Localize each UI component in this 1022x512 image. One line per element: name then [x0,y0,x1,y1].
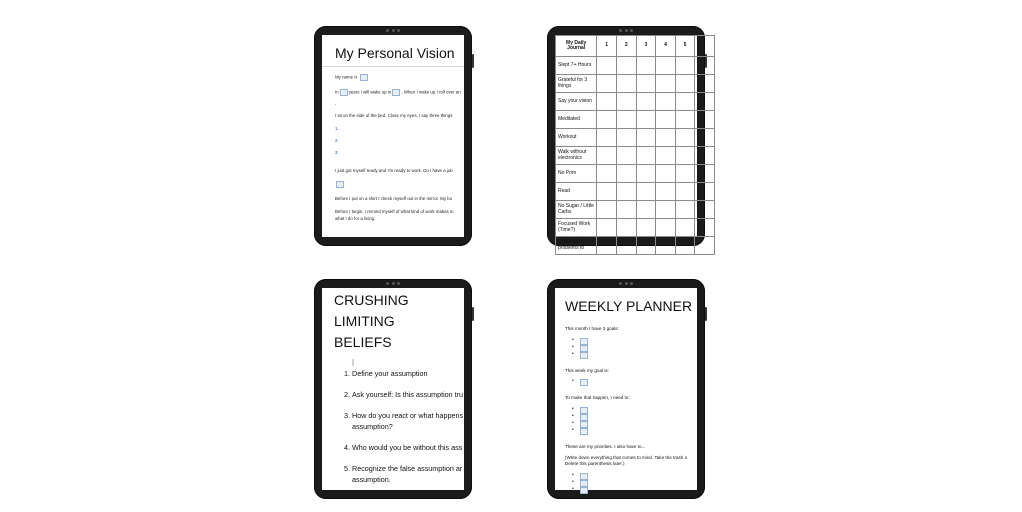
table-row [556,57,715,75]
day-cell[interactable] [636,201,656,219]
text-line [335,181,464,188]
day-cell[interactable] [675,57,695,75]
day-cell[interactable] [656,111,676,129]
day-cell[interactable] [616,93,636,111]
table-header-row [556,36,715,57]
day-cell[interactable] [636,147,656,165]
tablet-weekly-planner [547,279,705,499]
bullet-list [565,407,697,435]
table-row [556,165,715,183]
input-field[interactable] [340,89,348,96]
journal-table [555,35,715,255]
table-row [556,93,715,111]
goals-text: This month I have 3 goals: [565,326,619,331]
table-row [556,201,715,219]
day-cell[interactable] [675,165,695,183]
day-column-header: 4 [656,36,676,57]
day-cell[interactable] [675,111,695,129]
list-item[interactable]: 4. Who would you be without this ass [352,442,464,453]
day-column-header: 1 [597,36,617,57]
day-cell[interactable] [597,111,617,129]
habit-label: Say your vision [556,93,597,111]
day-cell[interactable] [675,75,695,93]
camera [386,29,400,32]
list-item[interactable] [579,352,697,359]
bullet-dot: . [335,101,337,107]
input-field[interactable] [392,89,400,96]
day-cell[interactable] [597,165,617,183]
input-field[interactable] [580,352,588,359]
day-cell[interactable] [616,147,636,165]
camera [386,282,400,285]
day-cell[interactable] [675,129,695,147]
input-field[interactable] [360,74,368,81]
habit-label: Workout [556,129,597,147]
day-cell[interactable] [695,219,715,237]
day-cell[interactable] [656,57,676,75]
input-field[interactable] [580,338,588,345]
personal-vision-screen [322,35,464,237]
day-cell[interactable] [695,201,715,219]
bullet-list [565,338,697,359]
bullet-list [565,379,697,386]
input-field[interactable] [580,414,588,421]
input-field[interactable] [580,421,588,428]
day-cell[interactable] [656,183,676,201]
day-cell[interactable] [616,237,636,255]
day-cell[interactable] [616,201,636,219]
day-cell[interactable] [695,165,715,183]
bullet-list [565,473,697,494]
page-title: CRUSHING LIMITING BELIEFS [334,292,409,350]
divider [322,66,464,67]
priorities-text: These are my priorities. I also have to... [565,443,646,449]
weekly-planner-screen [555,288,697,490]
list-number[interactable]: 2. [335,138,339,143]
day-cell[interactable] [636,219,656,237]
camera [619,282,633,285]
day-column-header: 2 [616,36,636,57]
page-title: My Personal Vision [335,45,455,61]
day-cell[interactable] [656,93,676,111]
text-line: My name is [335,74,464,81]
day-column-header: 5 [675,36,695,57]
habit-label: Walk without electronics [556,147,597,165]
text-line: In years I will wake up in . When I wake up I roll over an [335,89,461,95]
day-cell[interactable] [695,129,715,147]
day-cell[interactable] [616,57,636,75]
habit-label: Read [556,183,597,201]
habit-label: No Sugar / Little Carbs [556,201,597,219]
side-button [472,54,474,68]
side-button [705,307,707,321]
input-field[interactable] [580,480,588,487]
habit-label: Slept 7+ Hours [556,57,597,75]
input-field[interactable] [580,345,588,352]
day-cell[interactable] [675,183,695,201]
list-item[interactable] [579,345,697,352]
day-column-header [695,36,715,57]
page-title: WEEKLY PLANNER [565,298,693,314]
table-row [556,111,715,129]
input-field[interactable] [580,379,588,386]
table-row [556,75,715,93]
day-cell[interactable] [695,57,715,75]
day-cell[interactable] [636,57,656,75]
habit-label: Grateful for 3 things [556,75,597,93]
day-cell[interactable] [636,165,656,183]
day-cell[interactable] [616,129,636,147]
day-cell[interactable] [675,147,695,165]
day-cell[interactable] [616,183,636,201]
text-line: what I do for a living. [335,216,376,221]
day-cell[interactable] [675,237,695,255]
day-cell[interactable] [636,93,656,111]
day-cell[interactable] [695,93,715,111]
day-cell[interactable] [636,75,656,93]
daily-journal-screen [555,35,697,251]
input-field[interactable] [580,428,588,435]
day-cell[interactable] [656,201,676,219]
write-down-text: (Write down everything that comes to mind. Take the trash o [565,455,688,461]
list-item[interactable] [579,421,697,428]
list-item[interactable] [579,338,697,345]
day-cell[interactable] [636,129,656,147]
day-cell[interactable] [636,111,656,129]
day-cell[interactable] [616,165,636,183]
list-number[interactable]: 3. [335,150,339,155]
need-text: To make that happen, I need to: [565,395,630,401]
text-cursor [352,359,354,366]
input-field[interactable] [336,181,344,188]
day-cell[interactable] [597,183,617,201]
tablet-limiting-beliefs [314,279,472,499]
table-row [556,129,715,147]
habit-label: No Porn [556,165,597,183]
list-item[interactable] [579,407,697,414]
list-item[interactable] [579,428,697,435]
day-cell[interactable] [597,147,617,165]
tablet-personal-vision [314,26,472,246]
day-cell[interactable] [656,75,676,93]
day-cell[interactable] [695,183,715,201]
habit-label: Focused Work (Time?) [556,219,597,237]
day-cell[interactable] [675,219,695,237]
list-item[interactable] [579,473,697,480]
day-cell[interactable] [597,75,617,93]
day-cell[interactable] [656,165,676,183]
day-cell[interactable] [695,75,715,93]
list-item[interactable]: 1. Define your assumption [352,368,464,379]
day-cell[interactable] [597,57,617,75]
day-cell[interactable] [636,237,656,255]
day-cell[interactable] [597,219,617,237]
day-cell[interactable] [695,237,715,255]
day-cell[interactable] [675,93,695,111]
text-line: I just got myself ready and I'm ready to work. Do I have a job [335,168,453,173]
table-row [556,147,715,165]
list-item[interactable]: 2. Ask yourself: Is this assumption tru [352,389,464,400]
limiting-beliefs-screen [322,288,464,490]
day-cell[interactable] [656,219,676,237]
habit-label: Meditated [556,111,597,129]
day-cell[interactable] [636,183,656,201]
steps-list [334,368,464,485]
day-cell[interactable] [695,111,715,129]
day-cell[interactable] [597,201,617,219]
side-button [472,307,474,321]
day-cell[interactable] [656,147,676,165]
day-cell[interactable] [675,201,695,219]
text-line: Before I put on a shirt I check myself out in the mirror. My bo [335,196,453,201]
list-item[interactable] [579,487,697,494]
list-item[interactable] [579,379,697,386]
day-column-header: 3 [636,36,656,57]
input-field[interactable] [580,487,588,494]
day-cell[interactable] [695,147,715,165]
day-cell[interactable] [597,129,617,147]
day-cell[interactable] [597,93,617,111]
day-cell[interactable] [656,237,676,255]
journal-header: My Daily Journal [556,36,597,57]
input-field[interactable] [580,407,588,414]
text-line: Before I begin, I remind myself of what kind of work makes m [335,209,454,214]
table-row [556,237,715,255]
table-row [556,219,715,237]
day-cell[interactable] [616,75,636,93]
input-field[interactable] [580,473,588,480]
list-item[interactable]: 5. Recognize the false assumption ar assumption. [352,463,464,485]
day-cell[interactable] [656,129,676,147]
table-row [556,183,715,201]
write-down-text: Delete this parenthesis later.) [565,460,625,466]
habit-label: Entrusted problems to [556,237,597,255]
text-line: I sit on the side of the bed. Close my eyes. I say three things [335,113,453,118]
list-item[interactable] [579,414,697,421]
day-cell[interactable] [616,219,636,237]
tablet-daily-journal [547,26,705,251]
day-cell[interactable] [616,111,636,129]
list-item[interactable]: 3. How do you react or what happens assumption? [352,410,464,432]
list-item[interactable] [579,480,697,487]
week-goal-text: This week my goal is: [565,367,609,373]
camera [619,29,633,32]
list-number[interactable]: 1. [335,126,339,131]
day-cell[interactable] [597,237,617,255]
